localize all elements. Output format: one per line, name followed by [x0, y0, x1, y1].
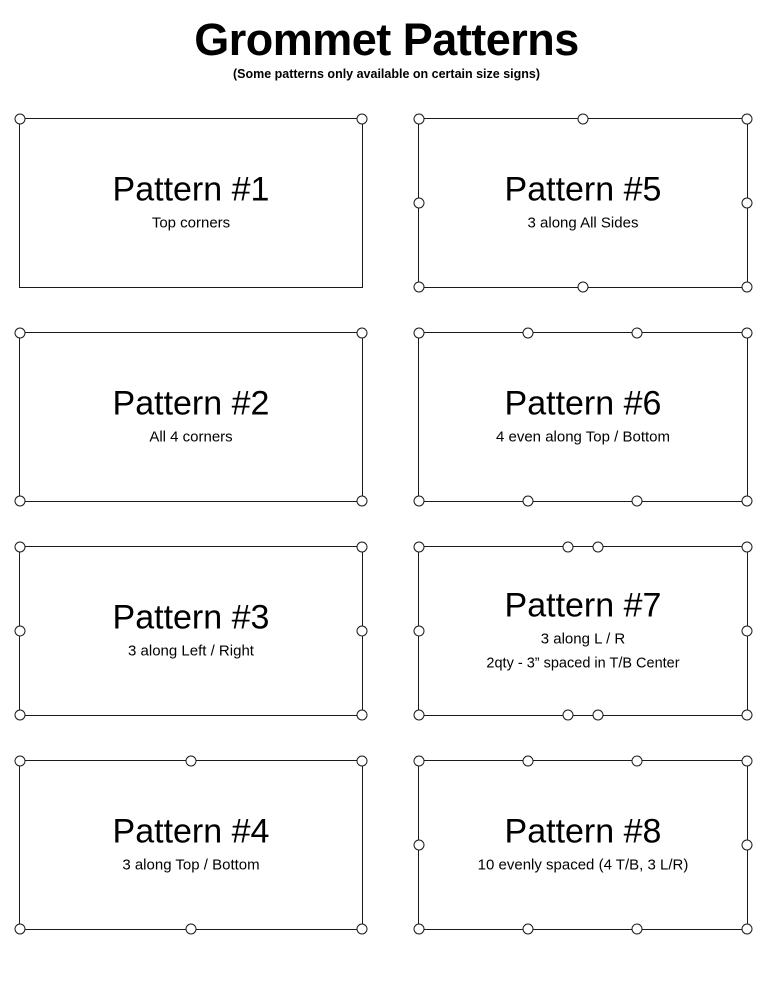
sign-panel: [418, 760, 748, 930]
grommet-hole-icon: [414, 924, 425, 935]
grommet-hole-icon: [592, 710, 603, 721]
grommet-hole-icon: [15, 114, 26, 125]
grommet-hole-icon: [15, 710, 26, 721]
grommet-hole-icon: [742, 114, 753, 125]
grommet-hole-icon: [15, 626, 26, 637]
pattern-description-secondary: 2qty - 3” spaced in T/B Center: [486, 655, 680, 672]
pattern-cell: [386, 748, 773, 962]
pattern-cell: [386, 534, 773, 748]
grommet-hole-icon: [414, 496, 425, 507]
pattern-labels: [419, 812, 747, 876]
pattern-labels: [419, 170, 747, 234]
pattern-cell: [386, 106, 773, 320]
grommet-hole-icon: [357, 710, 368, 721]
sign-panel: [418, 546, 748, 716]
grommet-hole-icon: [414, 710, 425, 721]
sign-panel: [19, 332, 363, 502]
grommet-hole-icon: [632, 328, 643, 339]
grommet-hole-icon: [742, 542, 753, 553]
grommet-hole-icon: [357, 114, 368, 125]
pattern-labels: [20, 170, 362, 234]
sign-panel: [19, 118, 363, 288]
grommet-hole-icon: [414, 840, 425, 851]
grommet-hole-icon: [414, 756, 425, 767]
grommet-hole-icon: [592, 542, 603, 553]
pattern-cell: [386, 320, 773, 534]
pattern-description: 3 along All Sides: [527, 214, 639, 232]
pattern-cell: [0, 748, 386, 962]
pattern-name: Pattern #5: [504, 170, 662, 209]
pattern-labels: [20, 384, 362, 448]
grommet-hole-icon: [414, 198, 425, 209]
grommet-hole-icon: [357, 496, 368, 507]
grommet-hole-icon: [357, 328, 368, 339]
grommet-hole-icon: [578, 282, 589, 293]
pattern-cell: [0, 320, 386, 534]
grommet-hole-icon: [414, 282, 425, 293]
grommet-hole-icon: [186, 924, 197, 935]
pattern-labels: [419, 384, 747, 448]
pattern-description: All 4 corners: [149, 428, 233, 446]
grommet-hole-icon: [742, 626, 753, 637]
pattern-description: 3 along L / R: [540, 629, 626, 647]
pattern-name: Pattern #4: [112, 812, 270, 851]
pattern-description: 3 along Left / Right: [128, 642, 254, 660]
sign-panel: [418, 332, 748, 502]
grommet-hole-icon: [742, 496, 753, 507]
grommet-hole-icon: [414, 542, 425, 553]
pattern-name: Pattern #2: [112, 384, 270, 423]
pattern-name: Pattern #8: [504, 812, 662, 851]
pattern-grid: [0, 106, 773, 962]
grommet-hole-icon: [563, 710, 574, 721]
pattern-cell: [0, 106, 386, 320]
pattern-labels: [20, 812, 362, 876]
grommet-hole-icon: [742, 710, 753, 721]
pattern-description: Top corners: [151, 214, 231, 232]
grommet-hole-icon: [563, 542, 574, 553]
grommet-hole-icon: [357, 756, 368, 767]
grommet-hole-icon: [578, 114, 589, 125]
pattern-description: 4 even along Top / Bottom: [495, 428, 670, 446]
page-subtitle: (Some patterns only available on certain size signs): [232, 67, 541, 82]
grommet-hole-icon: [15, 496, 26, 507]
grommet-hole-icon: [414, 328, 425, 339]
sign-panel: [19, 546, 363, 716]
grommet-hole-icon: [357, 542, 368, 553]
grommet-hole-icon: [632, 496, 643, 507]
sign-panel: [19, 760, 363, 930]
grommet-hole-icon: [523, 756, 534, 767]
pattern-description: 10 evenly spaced (4 T/B, 3 L/R): [477, 856, 689, 874]
grommet-hole-icon: [742, 840, 753, 851]
page-title: Grommet Patterns: [194, 14, 579, 65]
pattern-name: Pattern #6: [504, 384, 662, 423]
grommet-hole-icon: [186, 756, 197, 767]
grommet-hole-icon: [742, 924, 753, 935]
grommet-hole-icon: [15, 756, 26, 767]
pattern-labels: [20, 598, 362, 662]
pattern-name: Pattern #7: [504, 586, 662, 625]
grommet-hole-icon: [357, 626, 368, 637]
grommet-hole-icon: [632, 924, 643, 935]
grommet-hole-icon: [742, 282, 753, 293]
grommet-hole-icon: [414, 626, 425, 637]
pattern-labels: [419, 588, 747, 674]
grommet-hole-icon: [632, 756, 643, 767]
page-header: [0, 0, 773, 81]
sign-panel: [418, 118, 748, 288]
grommet-hole-icon: [523, 328, 534, 339]
pattern-name: Pattern #3: [112, 598, 270, 637]
grommet-hole-icon: [414, 114, 425, 125]
grommet-hole-icon: [742, 198, 753, 209]
grommet-hole-icon: [523, 496, 534, 507]
grommet-hole-icon: [15, 542, 26, 553]
grommet-hole-icon: [742, 756, 753, 767]
pattern-description: 3 along Top / Bottom: [122, 856, 260, 874]
grommet-hole-icon: [742, 328, 753, 339]
grommet-hole-icon: [15, 328, 26, 339]
grommet-hole-icon: [357, 924, 368, 935]
pattern-cell: [0, 534, 386, 748]
pattern-name: Pattern #1: [112, 170, 270, 209]
grommet-hole-icon: [15, 924, 26, 935]
grommet-hole-icon: [523, 924, 534, 935]
